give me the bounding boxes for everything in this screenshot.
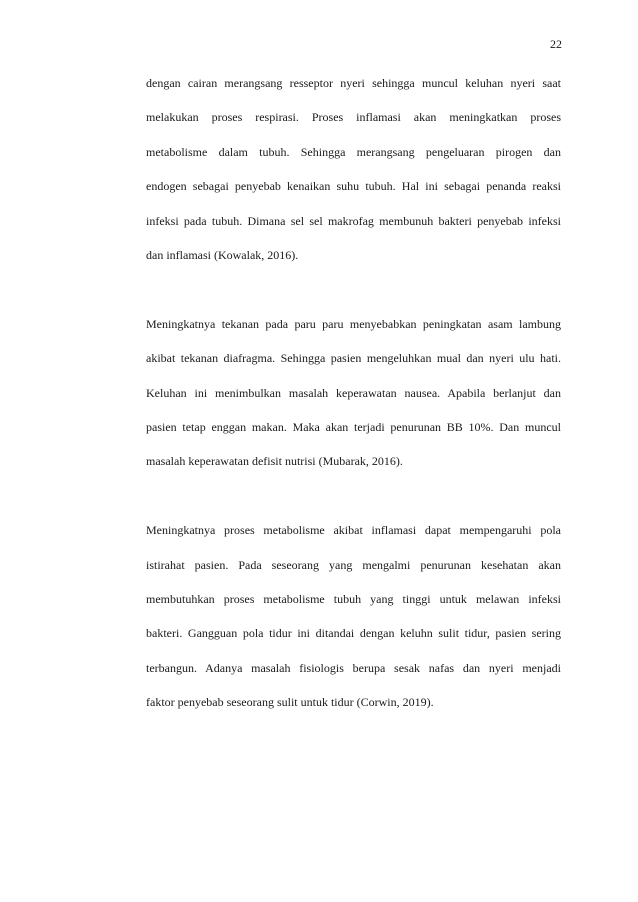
paragraph-spacer bbox=[146, 272, 561, 306]
paragraph-line: istirahat pasien. Pada seseorang yang mengalmi penurunan kesehatan akan bbox=[146, 557, 561, 572]
paragraph-line: metabolisme dalam tubuh. Sehingga merangsang pengeluaran pirogen dan bbox=[146, 144, 561, 159]
page-number: 22 bbox=[550, 37, 562, 51]
paragraph-line: endogen sebagai penyebab kenaikan suhu tubuh. Hal ini sebagai penanda reaksi bbox=[146, 179, 561, 194]
paragraph-line: faktor penyebab seseorang sulit untuk tidur (Corwin, 2019). bbox=[146, 695, 434, 710]
paragraph-line: akibat tekanan diafragma. Sehingga pasien mengeluhkan mual dan nyeri ulu hati. bbox=[146, 351, 561, 366]
paragraph-spacer bbox=[146, 479, 561, 513]
paragraph-line: terbangun. Adanya masalah fisiologis berupa sesak nafas dan nyeri menjadi bbox=[146, 660, 561, 675]
paragraph-line: melakukan proses respirasi. Proses inflamasi akan meningkatkan proses bbox=[146, 110, 561, 125]
paragraph-1 bbox=[146, 66, 561, 272]
paragraph-line: Keluhan ini menimbulkan masalah keperawatan nausea. Apabila berlanjut dan bbox=[146, 385, 561, 400]
paragraph-line: Meningkatnya proses metabolisme akibat inflamasi dapat mempengaruhi pola bbox=[146, 523, 561, 538]
paragraph-line: pasien tetap enggan makan. Maka akan terjadi penurunan BB 10%. Dan muncul bbox=[146, 420, 561, 435]
paragraph-line: masalah keperawatan defisit nutrisi (Mubarak, 2016). bbox=[146, 454, 403, 469]
paragraph-2 bbox=[146, 307, 561, 479]
paragraph-3 bbox=[146, 513, 561, 719]
paragraph-line: bakteri. Gangguan pola tidur ini ditandai dengan keluhn sulit tidur, pasien sering bbox=[146, 626, 561, 641]
paragraph-line: Meningkatnya tekanan pada paru paru menyebabkan peningkatan asam lambung bbox=[146, 316, 561, 331]
paragraph-line: membutuhkan proses metabolisme tubuh yang tinggi untuk melawan infeksi bbox=[146, 592, 561, 607]
paragraph-line: dan inflamasi (Kowalak, 2016). bbox=[146, 248, 299, 263]
paragraph-line: dengan cairan merangsang resseptor nyeri sehingga muncul keluhan nyeri saat bbox=[146, 76, 561, 90]
paragraph-line: infeksi pada tubuh. Dimana sel sel makrofag membunuh bakteri penyebab infeksi bbox=[146, 213, 561, 228]
body-text bbox=[146, 66, 561, 720]
